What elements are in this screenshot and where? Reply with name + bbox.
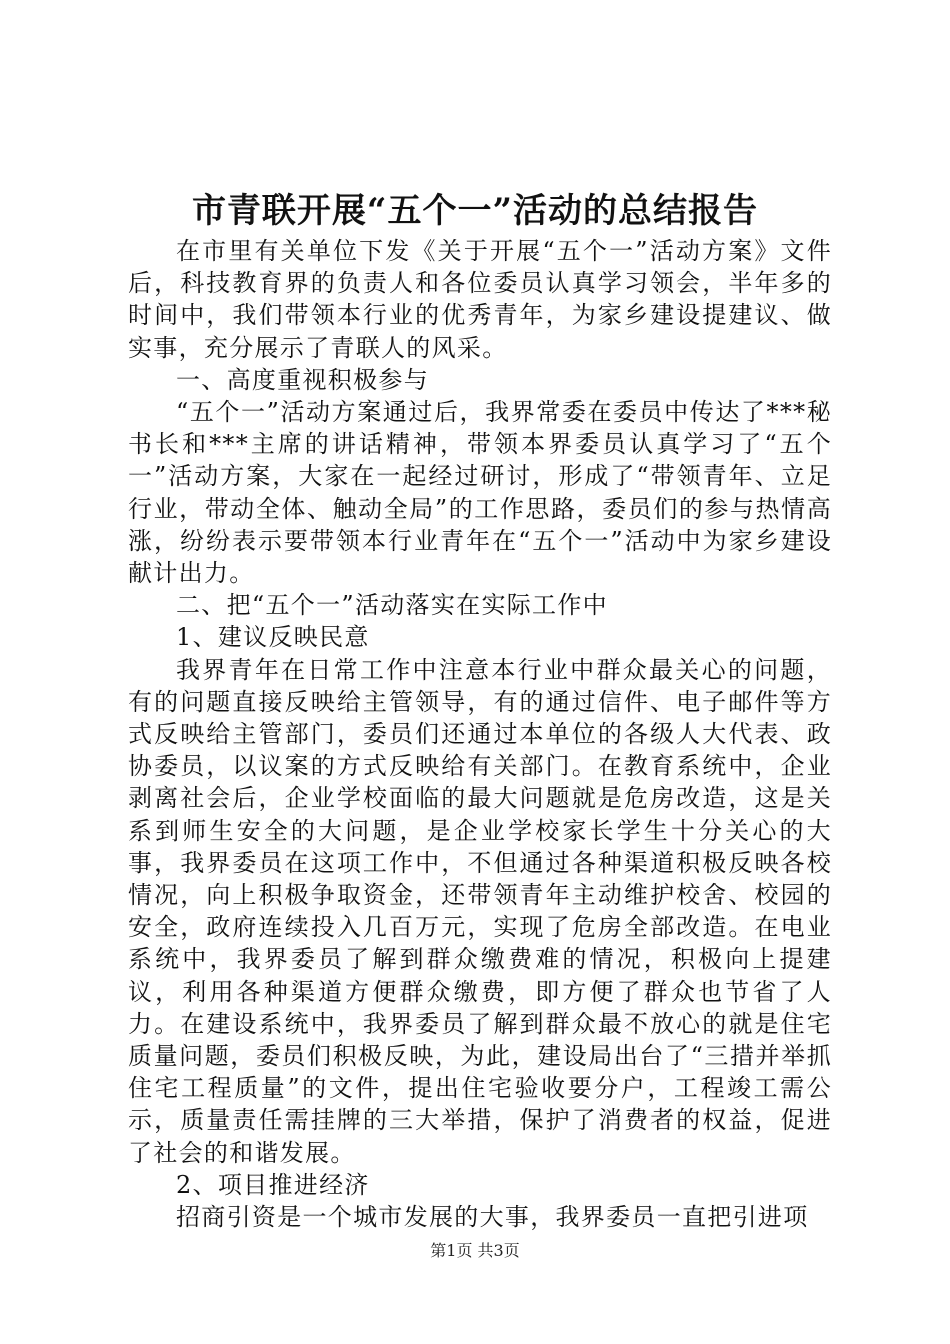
section-heading-1: 一、高度重视积极参与 (176, 365, 429, 394)
intro-paragraph: 在市里有关单位下发《关于开展“五个一”活动方案》文件后，科技教育界的负责人和各位委员认真学习领会，半年多的时间中，我们带领本行业的优秀青年，为家乡建设提建议、做实事，充分展示了青联人的风采。 (128, 237, 832, 362)
subsection-heading-1: 1、建议反映民意 (176, 623, 370, 652)
document-title: 市青联开展“五个一”活动的总结报告 (191, 191, 759, 231)
subsection-1-paragraph: 我界青年在日常工作中注意本行业中群众最关心的问题，有的问题直接反映给主管领导，有的通过信件、电子邮件等方式反映给主管部门，委员们还通过本单位的各级人大代表、政协委员，以议案的方式反映给有关部门。在教育系统中，企业剥离社会后，企业学校面临的最大问题就是危房改造，这是关系到师生安全的大问题，是企业学校家长学生十分关心的大事，我界委员在这项工作中，不但通过各种渠道积极反映各校情况，向上积极争取资金，还带领青年主动维护校舍、校园的安全，政府连续投入几百万元，实现了危房全部改造。在电业系统中，我界委员了解到群众缴费难的情况，积极向上提建议，利用各种渠道方便群众缴费，即方便了群众也节省了人力。在建设系统中，我界委员了解到群众最不放心的就是住宅质量问题，委员们积极反映，为此，建设局出台了“三措并举抓住宅工程质量”的文件，提出住宅验收要分户，工程竣工需公示，质量责任需挂牌的三大举措，保护了消费者的权益，促进了社会的和谐发展。 (128, 655, 832, 1167)
section-heading-2: 二、把“五个一”活动落实在实际工作中 (176, 591, 608, 620)
subsection-2-paragraph: 招商引资是一个城市发展的大事，我界委员一直把引进项 (176, 1203, 809, 1232)
section-1-paragraph: “五个一”活动方案通过后，我界常委在委员中传达了***秘书长和***主席的讲话精神，带领本界委员认真学习了“五个一”活动方案，大家在一起经过研讨，形成了“带领青年、立足行业，带动全体、触动全局”的工作思路，委员们的参与热情高涨，纷纷表示要带领本行业青年在“五个一”活动中为家乡建设献计出力。 (128, 398, 832, 588)
subsection-heading-2: 2、项目推进经济 (176, 1170, 370, 1199)
document-body (128, 235, 832, 1233)
page-number-footer: 第1页 共3页 (430, 1241, 520, 1260)
